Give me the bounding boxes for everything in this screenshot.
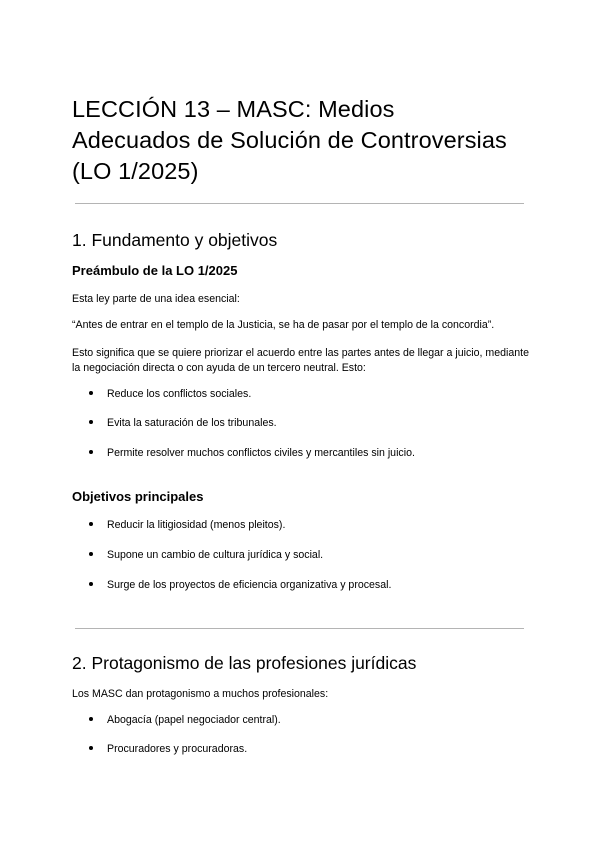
- bullet-icon: [89, 522, 93, 526]
- list-item: [89, 742, 247, 757]
- quote-paragraph: “Antes de entrar en el templo de la Justicia, se ha de pasar por el templo de la concordia”.: [72, 319, 495, 331]
- list-item-text: Reduce los conflictos sociales.: [107, 388, 252, 400]
- list-item-text: Evita la saturación de los tribunales.: [107, 417, 277, 429]
- list-item: [89, 548, 323, 563]
- list-item: [89, 578, 391, 593]
- list-item-text: Abogacía (papel negociador central).: [107, 714, 281, 726]
- paragraph: Los MASC dan protagonismo a muchos profesionales:: [72, 688, 329, 700]
- subsection-heading-preambulo: Preámbulo de la LO 1/2025: [72, 263, 238, 278]
- bullet-icon: [89, 582, 93, 586]
- list-item-text: Surge de los proyectos de eficiencia organizativa y procesal.: [107, 579, 392, 591]
- section-divider: [75, 628, 524, 629]
- subsection-heading-objetivos: Objetivos principales: [72, 489, 204, 504]
- list-item: [89, 446, 415, 461]
- list-item-text: Supone un cambio de cultura jurídica y social.: [107, 549, 324, 561]
- list-item: [89, 416, 277, 431]
- section-heading-fundamento: 1. Fundamento y objetivos: [72, 230, 278, 250]
- section-heading-protagonismo: 2. Protagonismo de las profesiones jurídicas: [72, 653, 417, 673]
- list-item: [89, 713, 281, 728]
- bullet-icon: [89, 420, 93, 424]
- bullet-icon: [89, 391, 93, 395]
- list-item-text: Permite resolver muchos conflictos civiles y mercantiles sin juicio.: [107, 447, 415, 459]
- paragraph: Esto significa que se quiere priorizar el acuerdo entre las partes antes de llegar a juicio, mediante la negociación directa o con ayuda de un tercero neutral. Esto:: [72, 347, 529, 374]
- section-divider: [75, 203, 524, 204]
- list-item-text: Procuradores y procuradoras.: [107, 743, 248, 755]
- bullet-icon: [89, 552, 93, 556]
- bullet-icon: [89, 746, 93, 750]
- document-title: LECCIÓN 13 – MASC: Medios Adecuados de Solución de Controversias (LO 1/2025): [72, 96, 507, 184]
- paragraph: Esta ley parte de una idea esencial:: [72, 293, 240, 305]
- list-item: [89, 518, 285, 533]
- list-item-text: Reducir la litigiosidad (menos pleitos).: [107, 519, 286, 531]
- bullet-icon: [89, 717, 93, 721]
- bullet-icon: [89, 450, 93, 454]
- list-item: [89, 387, 251, 402]
